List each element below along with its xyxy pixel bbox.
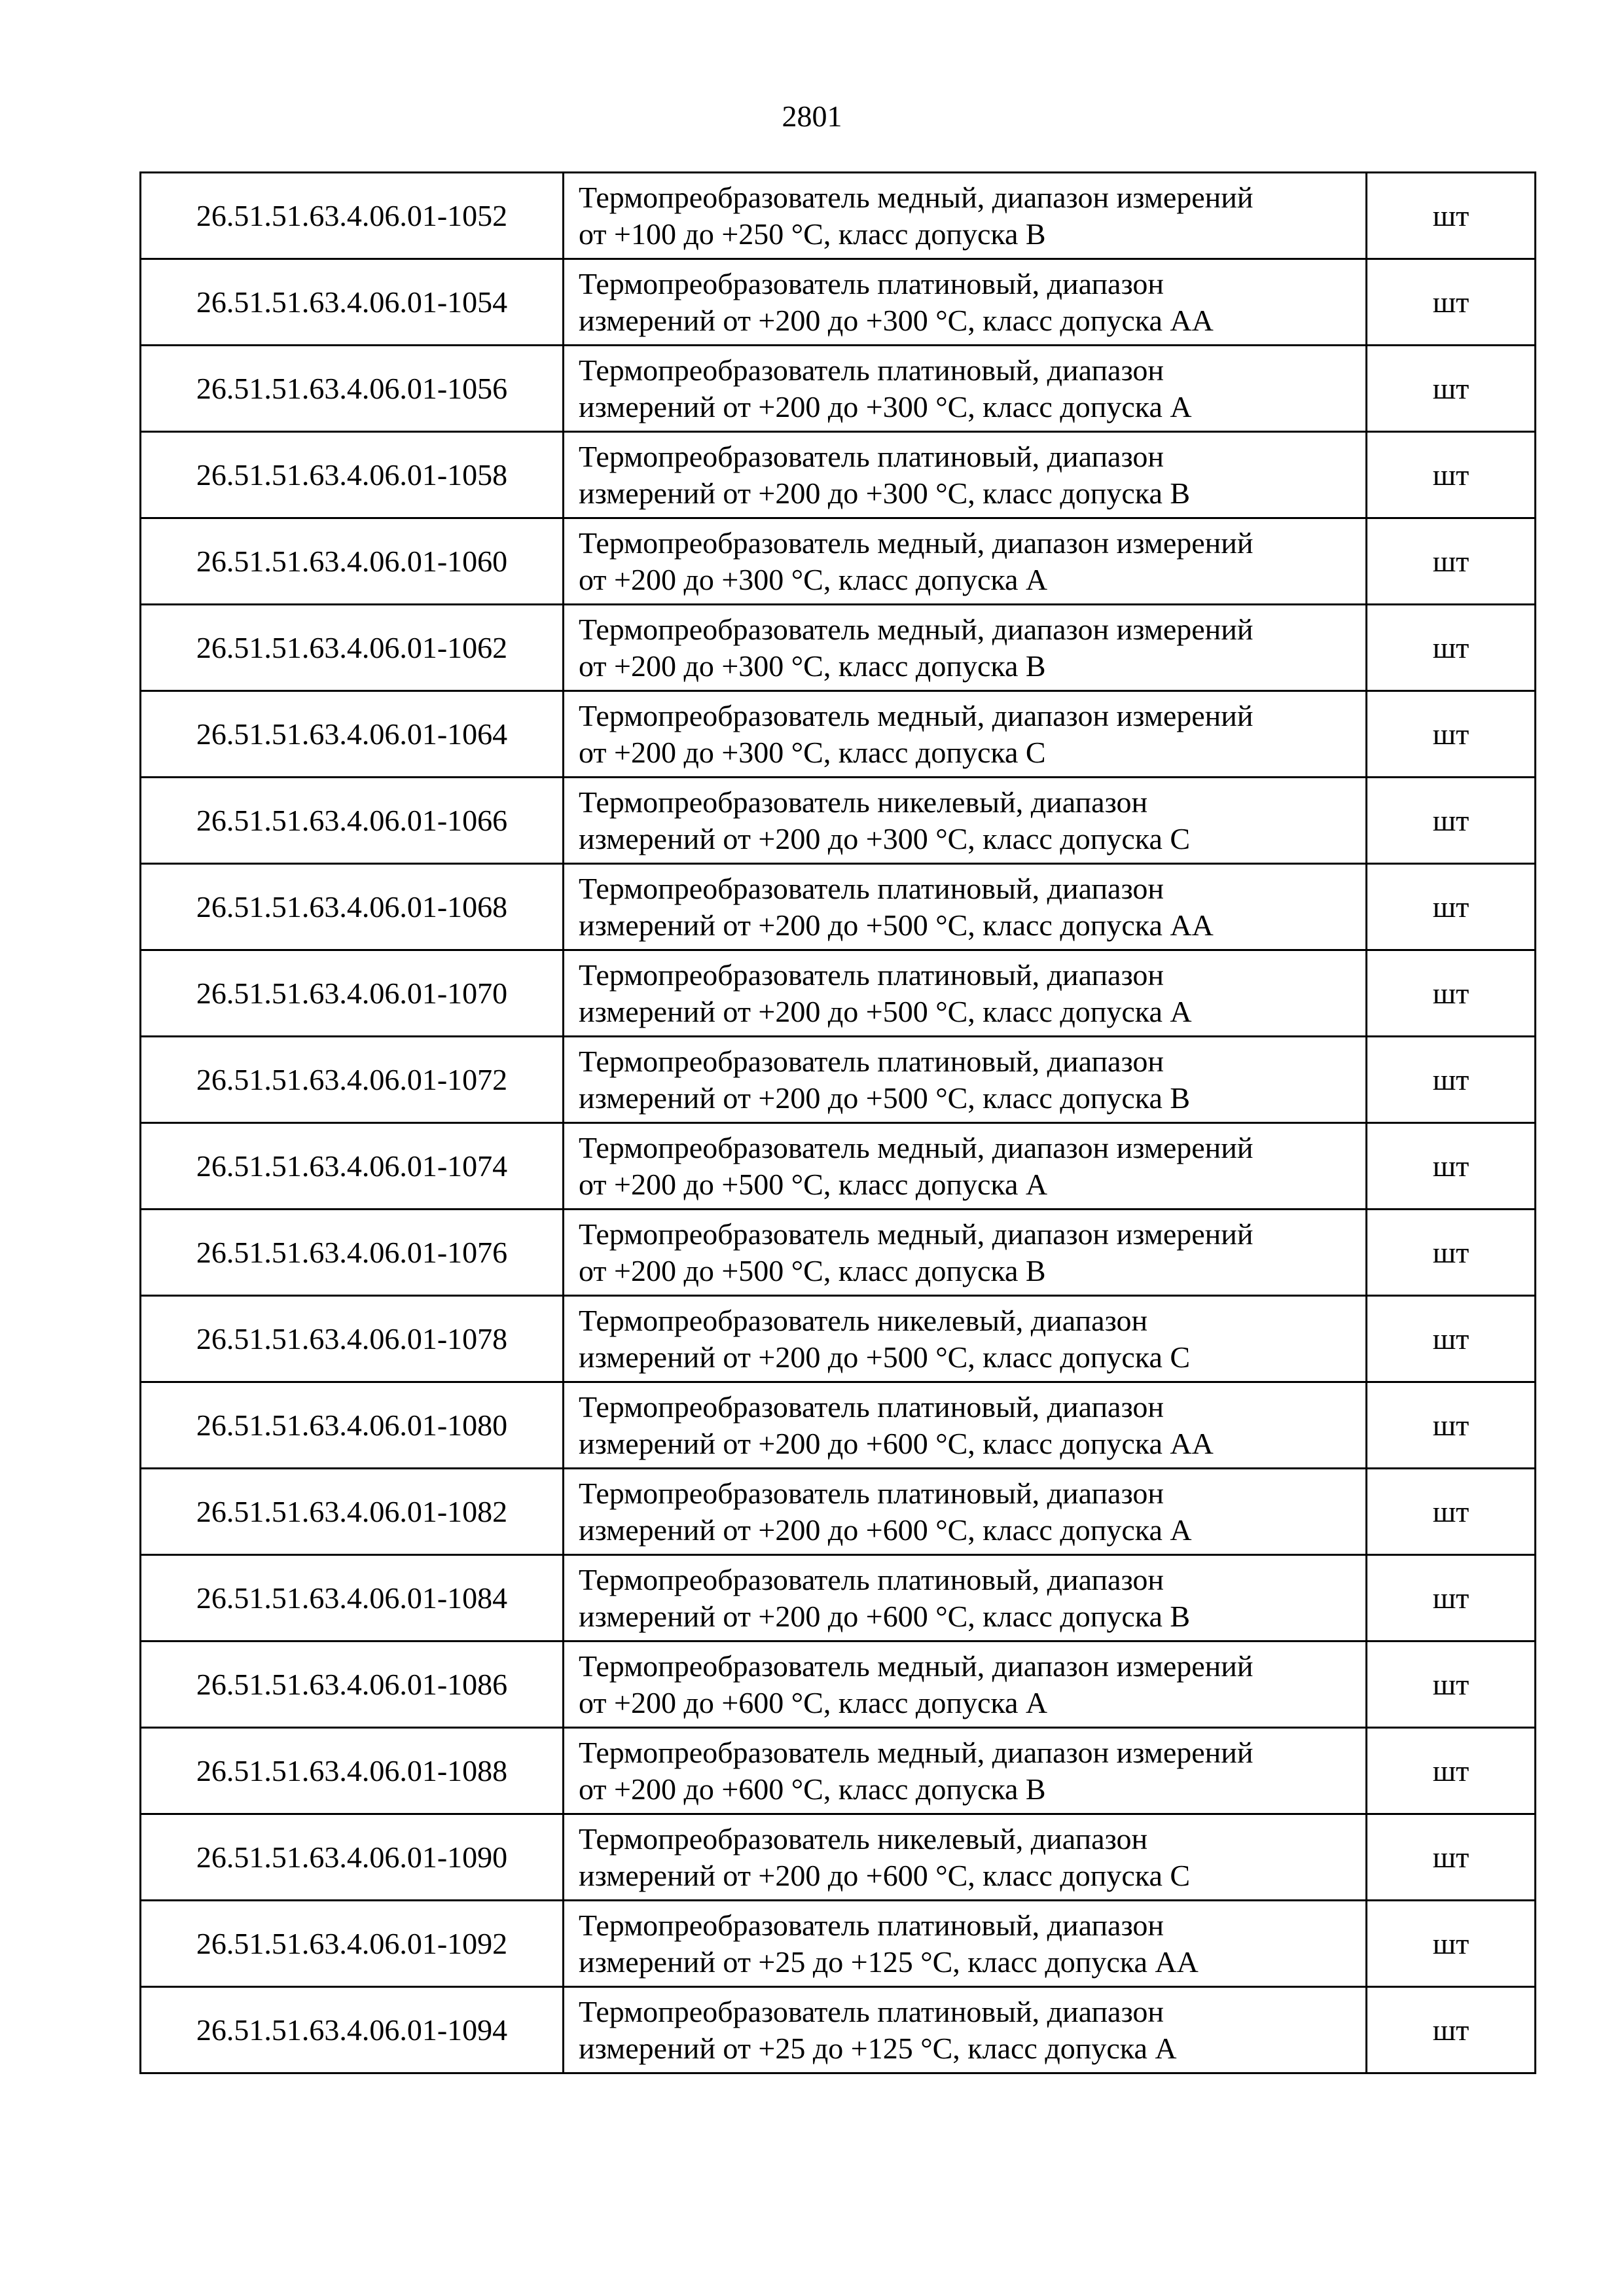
description-line-1: Термопреобразователь медный, диапазон измерений [579,180,1254,214]
item-unit-cell: шт [1367,1728,1536,1814]
item-description-cell [564,1210,1367,1296]
description-line-1: Термопреобразователь никелевый, диапазон [579,1821,1148,1856]
item-description-cell [564,1037,1367,1123]
item-description-cell [564,518,1367,605]
table-row [141,605,1536,691]
table-row [141,1210,1536,1296]
description-line-2: измерений от +25 до +125 °С, класс допуска АА [579,1945,1199,1979]
table-body [141,173,1536,2073]
table-row [141,518,1536,605]
item-unit-cell: шт [1367,1037,1536,1123]
description-line-1: Термопреобразователь никелевый, диапазон [579,785,1148,819]
description-line-2: измерений от +200 до +500 °С, класс допуска В [579,1081,1191,1115]
item-description-cell [564,1728,1367,1814]
item-unit-cell: шт [1367,518,1536,605]
item-unit-cell: шт [1367,1382,1536,1469]
item-code-cell: 26.51.51.63.4.06.01-1064 [141,691,564,778]
item-description-cell [564,950,1367,1037]
description-line-1: Термопреобразователь медный, диапазон измерений [579,1735,1254,1769]
item-code-cell: 26.51.51.63.4.06.01-1056 [141,346,564,432]
description-line-1: Термопреобразователь никелевый, диапазон [579,1303,1148,1337]
description-line-1: Термопреобразователь платиновый, диапазон [579,1044,1164,1078]
item-unit-cell: шт [1367,173,1536,259]
item-code-cell: 26.51.51.63.4.06.01-1070 [141,950,564,1037]
item-unit-cell: шт [1367,259,1536,346]
description-line-1: Термопреобразователь медный, диапазон измерений [579,1649,1254,1683]
table-row [141,1901,1536,1987]
table-row [141,950,1536,1037]
description-line-2: измерений от +200 до +500 °С, класс допуска С [579,1340,1191,1374]
item-unit-cell: шт [1367,1987,1536,2073]
description-line-1: Термопреобразователь платиновый, диапазон [579,1390,1164,1424]
description-line-1: Термопреобразователь медный, диапазон измерений [579,526,1254,560]
table-row [141,346,1536,432]
description-line-2: от +200 до +300 °С, класс допуска С [579,735,1046,769]
item-code-cell: 26.51.51.63.4.06.01-1060 [141,518,564,605]
item-code-cell: 26.51.51.63.4.06.01-1058 [141,432,564,518]
item-description-cell [564,1469,1367,1555]
table-row [141,1555,1536,1641]
table-row [141,1382,1536,1469]
item-unit-cell: шт [1367,1296,1536,1382]
item-code-cell: 26.51.51.63.4.06.01-1074 [141,1123,564,1210]
table-row [141,1123,1536,1210]
description-line-2: от +200 до +300 °С, класс допуска В [579,649,1046,683]
item-unit-cell: шт [1367,1469,1536,1555]
item-code-cell: 26.51.51.63.4.06.01-1090 [141,1814,564,1901]
table-row [141,1987,1536,2073]
table-row [141,1641,1536,1728]
description-line-2: измерений от +200 до +600 °С, класс допуска А [579,1513,1192,1547]
description-line-2: измерений от +200 до +300 °С, класс допуска А [579,389,1192,423]
item-code-cell: 26.51.51.63.4.06.01-1086 [141,1641,564,1728]
description-line-2: от +200 до +600 °С, класс допуска А [579,1685,1048,1719]
item-description-cell [564,691,1367,778]
item-unit-cell: шт [1367,1901,1536,1987]
description-line-2: измерений от +25 до +125 °С, класс допуска А [579,2031,1177,2065]
table-row [141,1814,1536,1901]
table-row [141,1037,1536,1123]
description-line-2: от +200 до +500 °С, класс допуска А [579,1167,1048,1201]
item-description-cell [564,1901,1367,1987]
item-code-cell: 26.51.51.63.4.06.01-1092 [141,1901,564,1987]
item-unit-cell: шт [1367,1814,1536,1901]
item-description-cell [564,1641,1367,1728]
item-unit-cell: шт [1367,432,1536,518]
description-line-1: Термопреобразователь платиновый, диапазон [579,871,1164,905]
item-description-cell [564,864,1367,950]
table-row [141,173,1536,259]
table-row [141,1469,1536,1555]
item-description-cell [564,1987,1367,2073]
item-description-cell [564,1123,1367,1210]
item-code-cell: 26.51.51.63.4.06.01-1084 [141,1555,564,1641]
item-code-cell: 26.51.51.63.4.06.01-1094 [141,1987,564,2073]
table-row [141,432,1536,518]
description-line-2: от +200 до +500 °С, класс допуска В [579,1253,1046,1287]
table-row [141,1296,1536,1382]
item-code-cell: 26.51.51.63.4.06.01-1066 [141,778,564,864]
description-line-2: от +200 до +300 °С, класс допуска А [579,562,1048,596]
description-line-1: Термопреобразователь платиновый, диапазон [579,1562,1164,1596]
item-description-cell [564,605,1367,691]
resource-table [139,171,1536,2074]
description-line-1: Термопреобразователь платиновый, диапазон [579,353,1164,387]
item-description-cell [564,1814,1367,1901]
item-description-cell [564,1382,1367,1469]
table-row [141,691,1536,778]
item-description-cell [564,1296,1367,1382]
description-line-2: измерений от +200 до +300 °С, класс допуска С [579,821,1191,855]
item-code-cell: 26.51.51.63.4.06.01-1078 [141,1296,564,1382]
description-line-1: Термопреобразователь платиновый, диапазон [579,266,1164,300]
description-line-1: Термопреобразователь платиновый, диапазон [579,958,1164,992]
table-row [141,864,1536,950]
description-line-2: измерений от +200 до +600 °С, класс допуска С [579,1858,1191,1892]
item-unit-cell: шт [1367,1210,1536,1296]
table-row [141,259,1536,346]
item-code-cell: 26.51.51.63.4.06.01-1088 [141,1728,564,1814]
item-code-cell: 26.51.51.63.4.06.01-1080 [141,1382,564,1469]
item-code-cell: 26.51.51.63.4.06.01-1054 [141,259,564,346]
table-row [141,778,1536,864]
item-description-cell [564,432,1367,518]
item-unit-cell: шт [1367,950,1536,1037]
item-description-cell [564,778,1367,864]
item-unit-cell: шт [1367,605,1536,691]
item-unit-cell: шт [1367,1641,1536,1728]
page-number: 2801 [782,99,842,133]
description-line-2: измерений от +200 до +300 °С, класс допуска АА [579,303,1214,337]
description-line-2: от +200 до +600 °С, класс допуска В [579,1772,1046,1806]
description-line-2: измерений от +200 до +600 °С, класс допуска АА [579,1426,1214,1460]
item-description-cell [564,346,1367,432]
description-line-2: измерений от +200 до +500 °С, класс допуска А [579,994,1192,1028]
item-unit-cell: шт [1367,346,1536,432]
item-unit-cell: шт [1367,778,1536,864]
description-line-1: Термопреобразователь платиновый, диапазон [579,1994,1164,2028]
description-line-1: Термопреобразователь медный, диапазон измерений [579,612,1254,646]
description-line-2: измерений от +200 до +600 °С, класс допуска В [579,1599,1191,1633]
description-line-1: Термопреобразователь медный, диапазон измерений [579,1130,1254,1164]
item-code-cell: 26.51.51.63.4.06.01-1082 [141,1469,564,1555]
item-description-cell [564,1555,1367,1641]
item-description-cell [564,173,1367,259]
table-row [141,1728,1536,1814]
item-unit-cell: шт [1367,864,1536,950]
item-code-cell: 26.51.51.63.4.06.01-1068 [141,864,564,950]
description-line-2: измерений от +200 до +300 °С, класс допуска В [579,476,1191,510]
description-line-1: Термопреобразователь медный, диапазон измерений [579,1217,1254,1251]
item-code-cell: 26.51.51.63.4.06.01-1062 [141,605,564,691]
description-line-1: Термопреобразователь медный, диапазон измерений [579,698,1254,732]
item-code-cell: 26.51.51.63.4.06.01-1052 [141,173,564,259]
description-line-1: Термопреобразователь платиновый, диапазон [579,439,1164,473]
item-unit-cell: шт [1367,1123,1536,1210]
description-line-2: измерений от +200 до +500 °С, класс допуска АА [579,908,1214,942]
item-code-cell: 26.51.51.63.4.06.01-1072 [141,1037,564,1123]
item-code-cell: 26.51.51.63.4.06.01-1076 [141,1210,564,1296]
item-unit-cell: шт [1367,1555,1536,1641]
description-line-1: Термопреобразователь платиновый, диапазон [579,1476,1164,1510]
description-line-1: Термопреобразователь платиновый, диапазон [579,1908,1164,1942]
item-description-cell [564,259,1367,346]
description-line-2: от +100 до +250 °С, класс допуска В [579,217,1046,251]
item-unit-cell: шт [1367,691,1536,778]
